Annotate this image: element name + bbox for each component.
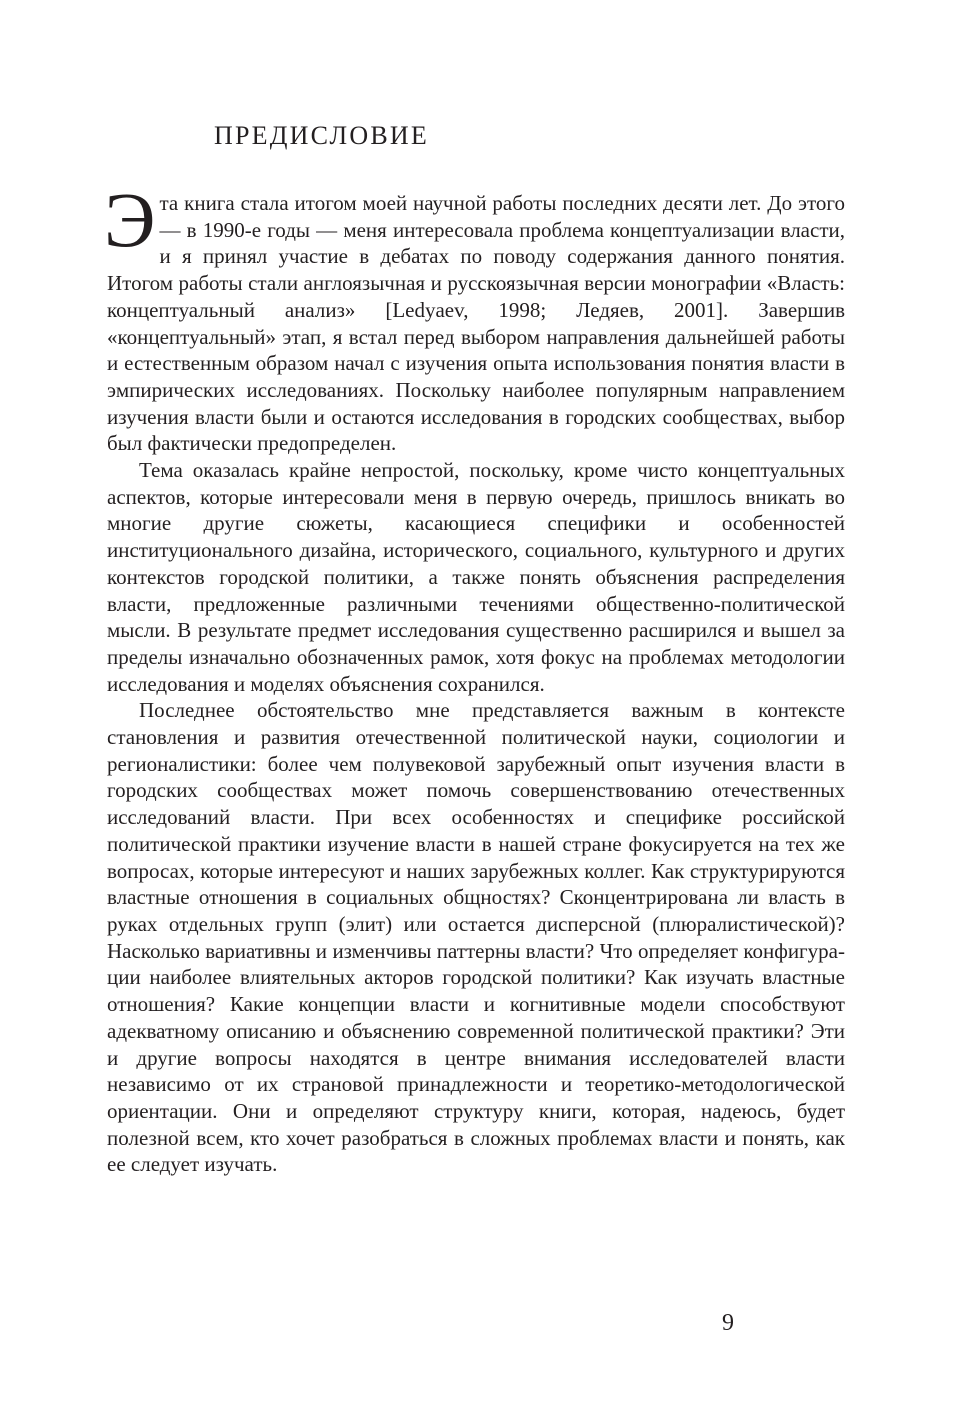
drop-cap: Э: [104, 176, 156, 263]
paragraph-2: Тема оказалась крайне непростой, поскольку, кроме чисто концептуальных аспектов, которые интересовали меня в первую очередь, пришлось вникать во многие другие сюжеты, касающиеся специфики и особенностей институционального дизайна, исторического, социального, культурного и других контекстов городской политики, а также понять объяснения распределения власти, предложенные различными течениями общественно-политической мысли. В результате предмет исследования существенно расширился и вышел за пределы изначально обозначенных рамок, хотя фокус на проблемах методологии исследования и моделях объяснения сохранился.: [107, 458, 845, 696]
paragraph-1-text: та книга стала итогом моей научной работы последних десяти лет. До этого — в 1990-е годы — меня интересовала проблема концептуализации власти, и я принял участие в дебатах по поводу содержания данного понятия. Итогом работы стали англоязычная и русскоязычная версии монографии «Власть: концептуальный анализ» [Ledyaev, 1998; Ледяев, 2001]. Завершив «концептуальный» этап, я встал перед выбором направления дальнейшей работы и естественным образом начал с изучения опыта использования понятия власти в эмпирических исследованиях. Поскольку наиболее популярным направлением изучения власти были и остаются исследования в городских сообществах, выбор был фактически предопределен.: [107, 191, 845, 456]
paragraph-3: Последнее обстоятельство мне представляется важным в контексте становления и развития отечественной политической науки, социологии и регионалистики: более чем полувековой зарубежный опыт изучения власти в городских сообществах может помочь совершенствованию отечественных исследований власти. При всех особенностях и специфике российской политической практики изучение власти в нашей стране фокусируется на тех же вопросах, которые интересуют и наших зарубежных коллег. Как структурируются властные отношения в социальных общностях? Сконцентрирована ли власть в руках отдельных групп (элит) или остается дисперсной (плюралистической)? Насколько вариативны и изменчивы паттерны власти? Что определяет конфигурации наиболее влиятельных акторов городской политики? Как изучать властные отношения? Какие концепции власти и когнитивные модели способствуют адекватному описанию и объяснению современной политической практики? Эти и другие вопросы находятся в центре внимания исследователей власти независимо от их страновой принадлежности и теоретико-методологической ориентации. Они и определяют структуру книги, которая, надеюсь, будет полезной всем, кто хочет разобраться в сложных проблемах власти и понять, как ее следует изучать.: [107, 698, 845, 1177]
body-text: [104, 176, 845, 1178]
paragraph-1: [104, 176, 845, 457]
chapter-heading: ПРЕДИСЛОВИЕ: [214, 121, 429, 150]
page-number: 9: [722, 1310, 734, 1336]
